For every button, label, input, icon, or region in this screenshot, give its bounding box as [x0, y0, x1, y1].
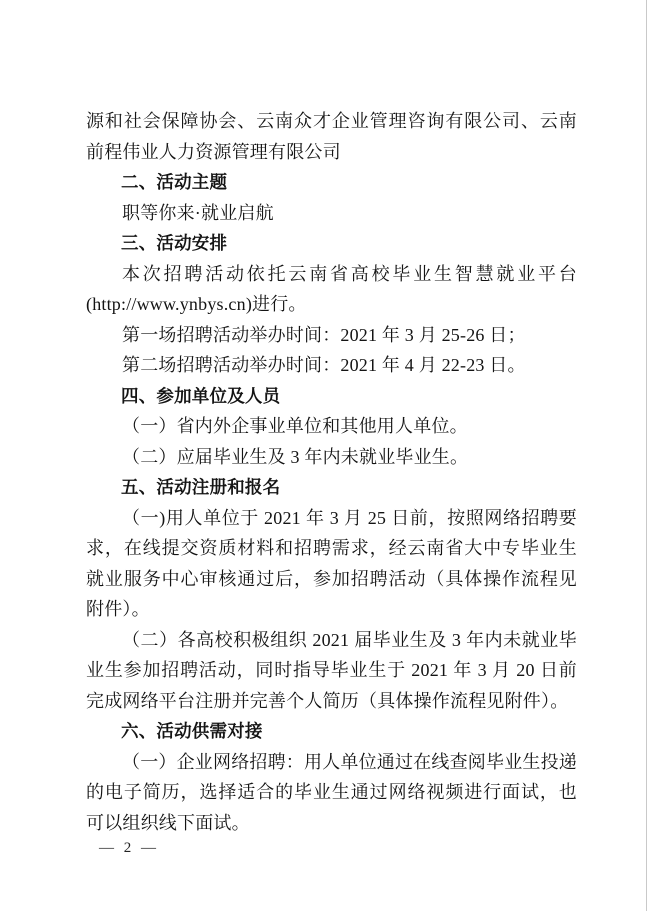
section-heading: 六、活动供需对接	[121, 721, 263, 741]
paragraph: （一）企业网络招聘：用人单位通过在线查阅毕业生投递的电子简历，选择适合的毕业生通过网络视频进行面试，也可以组织线下面试。	[86, 751, 577, 833]
section-heading: 四、参加单位及人员	[121, 385, 281, 406]
paragraph: 第二场招聘活动举办时间：2021 年 4 月 22-23 日。	[122, 355, 526, 375]
document-body	[86, 106, 577, 838]
paragraph: （一)用人单位于 2021 年 3 月 25 日前，按照网络招聘要求，在线提交资质材料和招聘需求，经云南省大中专毕业生就业服务中心审核通过后，参加招聘活动（具体操作流程见附件）。	[86, 507, 577, 619]
section-heading: 二、活动主题	[121, 172, 228, 192]
paragraph: 职等你来·就业启航	[122, 202, 274, 223]
section-heading: 五、活动注册和报名	[121, 477, 281, 497]
paragraph: （二）各高校积极组织 2021 届毕业生及 3 年内未就业毕业生参加招聘活动，同时指导毕业生于 2021 年 3 月 20 日前完成网络平台注册并完善个人简历（具体操作流程见附件）。	[86, 629, 577, 711]
section-heading: 三、活动安排	[121, 233, 228, 253]
paragraph: 第一场招聘活动举办时间：2021 年 3 月 25-26 日；	[122, 324, 526, 345]
paragraph: 本次招聘活动依托云南省高校毕业生智慧就业平台(http://www.ynbys.cn)进行。	[86, 263, 577, 314]
paragraph: 源和社会保障协会、云南众才企业管理咨询有限公司、云南前程伟业人力资源管理有限公司	[86, 111, 577, 162]
page-number: — 2 —	[99, 840, 159, 856]
paragraph: （二）应届毕业生及 3 年内未就业毕业生。	[122, 446, 469, 467]
paragraph: （一）省内外企事业单位和其他用人单位。	[122, 416, 468, 436]
